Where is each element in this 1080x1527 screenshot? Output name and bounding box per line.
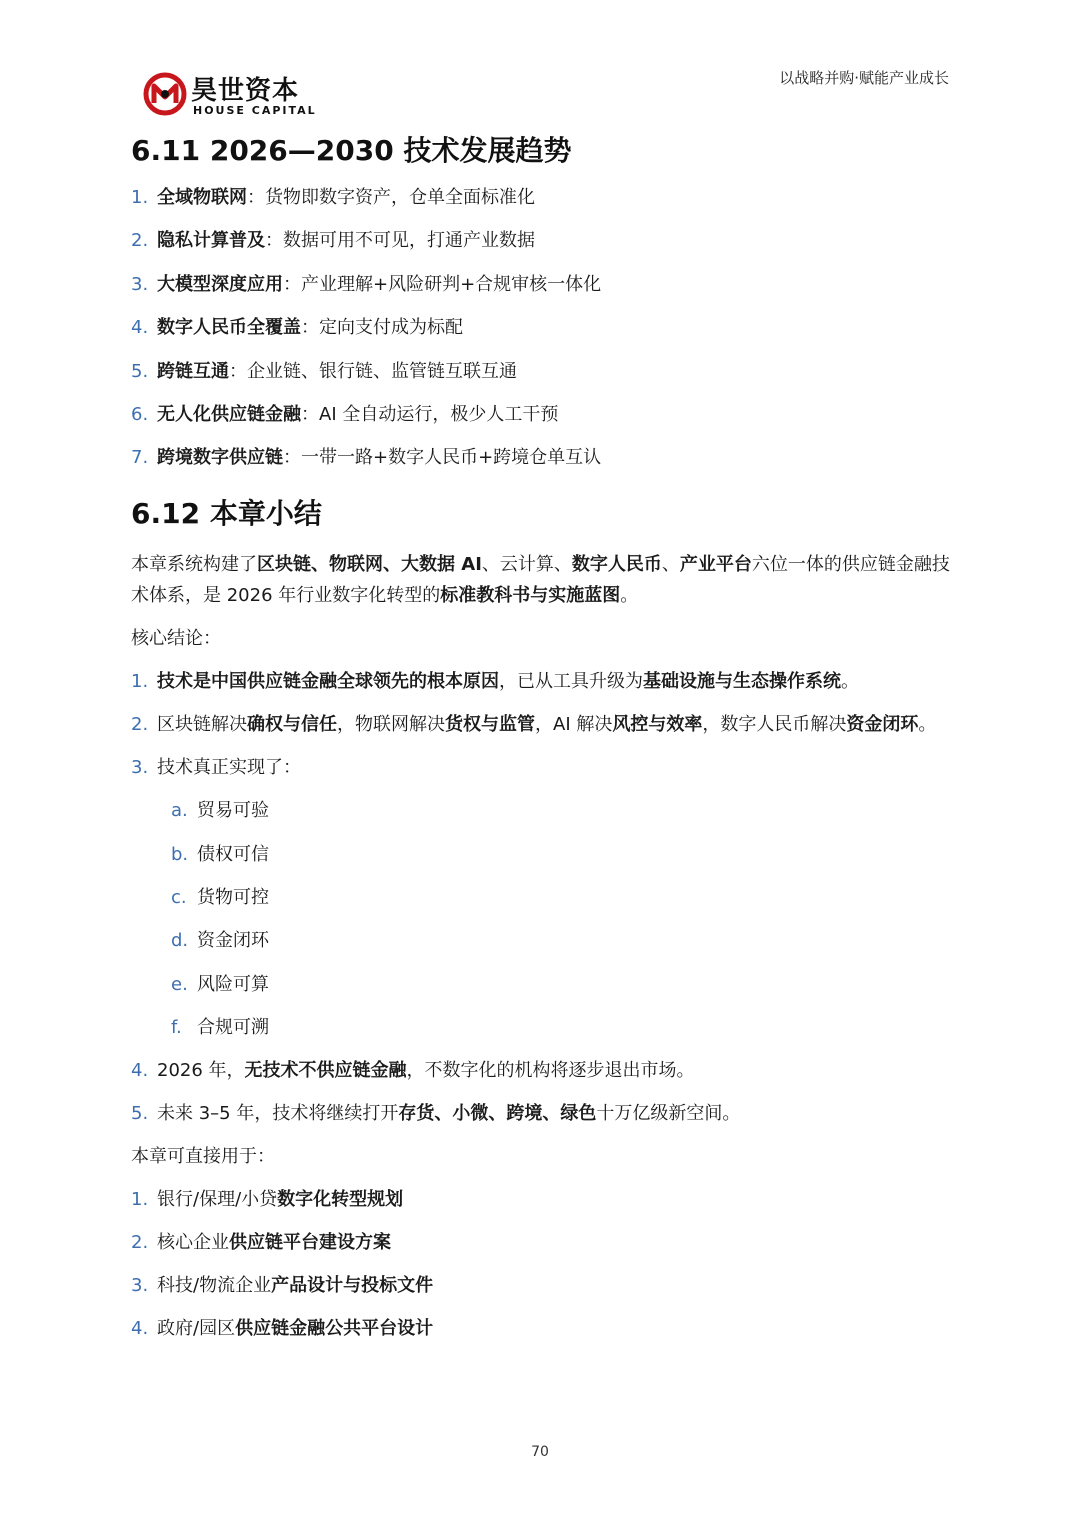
list-item: 1. 全域物联网：货物即数字资产，仓单全面标准化: [131, 187, 535, 208]
list-item: 1. 技术是中国供应链金融全球领先的根本原因，已从工具升级为基础设施与生态操作系统。: [131, 671, 859, 693]
trend-list: [131, 182, 951, 473]
usage-label: 本章可直接用于：: [131, 1145, 275, 1167]
sub-list: [131, 795, 951, 1042]
logo-chinese-name: 昊世资本: [191, 76, 300, 106]
sub-list-item: f. 合规可溯: [171, 1016, 269, 1038]
list-item: 3. 技术真正实现了： a. 贸易可验 b. 债权可信 c. 货物可控 d. 资金闭环 e. 风险可算 f. 合规可溯: [131, 752, 951, 1042]
page-content: [131, 132, 951, 1356]
header-slogan: 以战略并购·赋能产业成长: [779, 69, 949, 87]
list-item: 5. 跨链互通：企业链、银行链、监管链互联互通: [131, 360, 517, 382]
sub-list-item: e. 风险可算: [171, 973, 269, 995]
list-item: 2. 隐私计算普及：数据可用不可见，打通产业数据: [131, 230, 535, 252]
list-item: 5. 未来 3–5 年，技术将继续打开存货、小微、跨境、绿色十万亿级新空间。: [131, 1102, 741, 1124]
conclusion-label: 核心结论：: [131, 628, 221, 650]
list-item: 4. 政府/园区供应链金融公共平台设计: [131, 1317, 434, 1339]
list-item: 6. 无人化供应链金融：AI 全自动运行，极少人工干预: [131, 403, 559, 425]
list-item: 2. 区块链解决确权与信任，物联网解决货权与监管，AI 解决风控与效率，数字人民币解决资金闭环。: [131, 714, 937, 736]
list-item: 3. 大模型深度应用：产业理解+风险研判+合规审核一体化: [131, 273, 602, 295]
logo-english-name: HOUSE CAPITAL: [193, 104, 317, 117]
list-item: 2. 核心企业供应链平台建设方案: [131, 1231, 391, 1253]
sub-list-item: a. 贸易可验: [171, 800, 269, 822]
chapter-summary: 本章系统构建了区块链、物联网、大数据 AI、云计算、数字人民币、产业平台六位一体的供应链金融技术体系，是 2026 年行业数字化转型的标准教科书与实施蓝图。: [131, 554, 950, 607]
page-number: 70: [531, 1444, 549, 1460]
list-item: 7. 跨境数字供应链：一带一路+数字人民币+跨境仓单互认: [131, 447, 602, 469]
logo-mark-icon: [143, 72, 187, 116]
section-611-title: 6.11 2026—2030 技术发展趋势: [131, 134, 572, 167]
conclusion-list: [131, 666, 951, 1128]
list-item: 4. 2026 年，无技术不供应链金融，不数字化的机构将逐步退出市场。: [131, 1059, 695, 1081]
sub-list-item: b. 债权可信: [171, 843, 269, 865]
list-item: 1. 银行/保理/小贷数字化转型规划: [131, 1188, 404, 1210]
company-logo: [143, 70, 323, 120]
sub-list-item: c. 货物可控: [171, 886, 269, 908]
usage-list: [131, 1184, 951, 1344]
sub-list-item: d. 资金闭环: [171, 930, 269, 952]
section-612-title: 6.12 本章小结: [131, 497, 322, 531]
list-item: 3. 科技/物流企业产品设计与投标文件: [131, 1274, 434, 1296]
list-item: 4. 数字人民币全覆盖：定向支付成为标配: [131, 317, 463, 339]
